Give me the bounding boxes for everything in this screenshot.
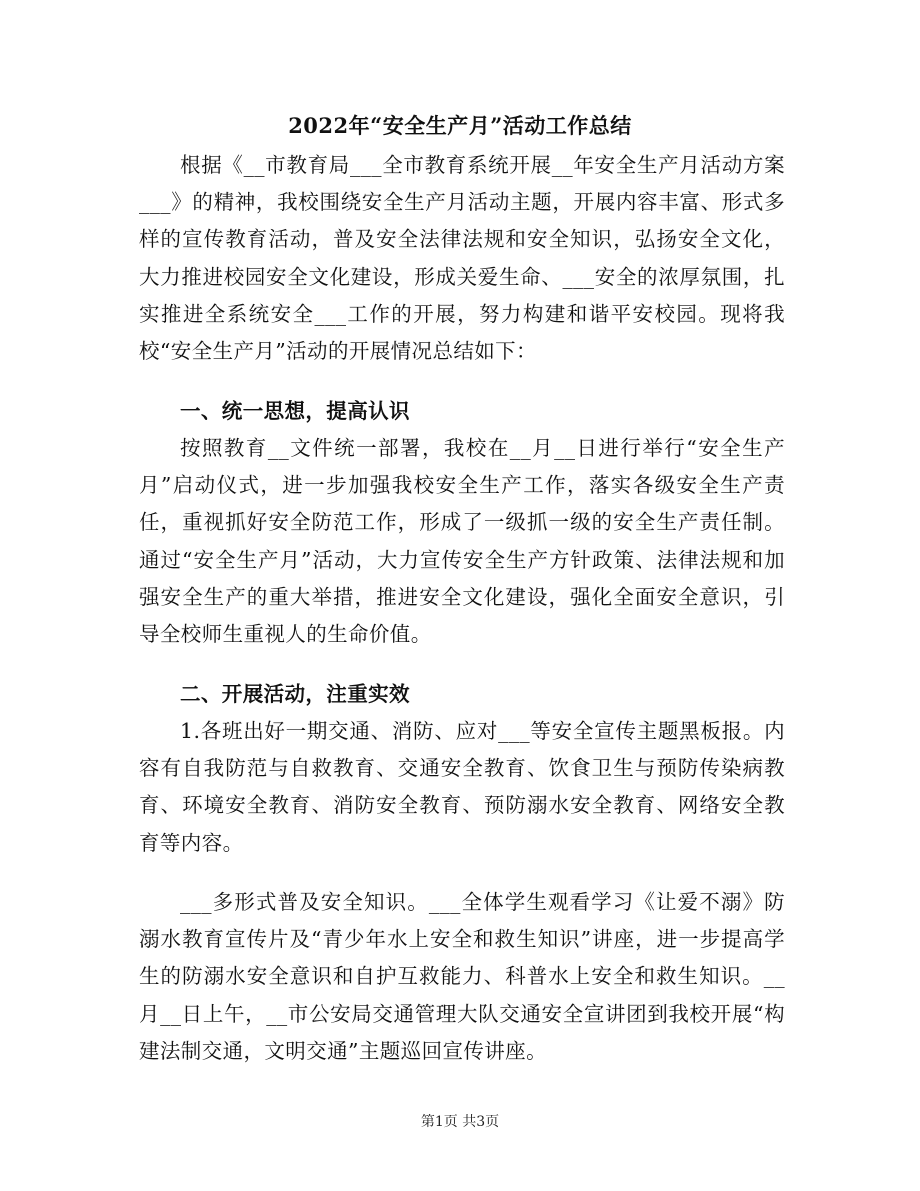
document-title: 2022年“安全生产月”活动工作总结 <box>288 113 632 138</box>
section-1-heading: 一、统一思想，提高认识 <box>180 399 410 423</box>
intro-paragraph: 根据《__市教育局___全市教育系统开展__年安全生产月活动方案___》的精神，我校围绕安全生产月活动主题，开展内容丰富、形式多样的宣传教育活动，普及安全法律法规和安全知识，弘扬安全文化，大力推进校园安全文化建设，形成关爱生命、___安全的浓厚氛围，扎实推进全系统安全___工作的开展，努力构建和谐平安校园。现将我校“安全生产月”活动的开展情况总结如下： <box>139 153 785 364</box>
page-number-footer: 第1页 共3页 <box>420 1114 500 1130</box>
section-1-paragraph: 按照教育__文件统一部署，我校在__月__日进行举行“安全生产月”启动仪式，进一步加强我校安全生产工作，落实各级安全生产责任，重视抓好安全防范工作，形成了一级抓一级的安全生产责任制。通过“安全生产月”活动，大力宣传安全生产方针政策、法律法规和加强安全生产的重大举措，推进安全文化建设，强化全面安全意识，引导全校师生重视人的生命价值。 <box>139 436 785 647</box>
section-2-paragraph-2: ___多形式普及安全知识。___全体学生观看学习《让爱不溺》防溺水教育宣传片及“青少年水上安全和救生知识”讲座，进一步提高学生的防溺水安全意识和自护互救能力、科普水上安全和救生知识。__月__日上午，__市公安局交通管理大队交通安全宣讲团到我校开展“构建法制交通，文明交通”主题巡回宣传讲座。 <box>139 890 785 1063</box>
section-2-heading: 二、开展活动，注重实效 <box>180 682 410 706</box>
section-2-paragraph-1: 1.各班出好一期交通、消防、应对___等安全宣传主题黑板报。内容有自我防范与自救教育、交通安全教育、饮食卫生与预防传染病教育、环境安全教育、消防安全教育、预防溺水安全教育、网络安全教育等内容。 <box>139 719 785 855</box>
